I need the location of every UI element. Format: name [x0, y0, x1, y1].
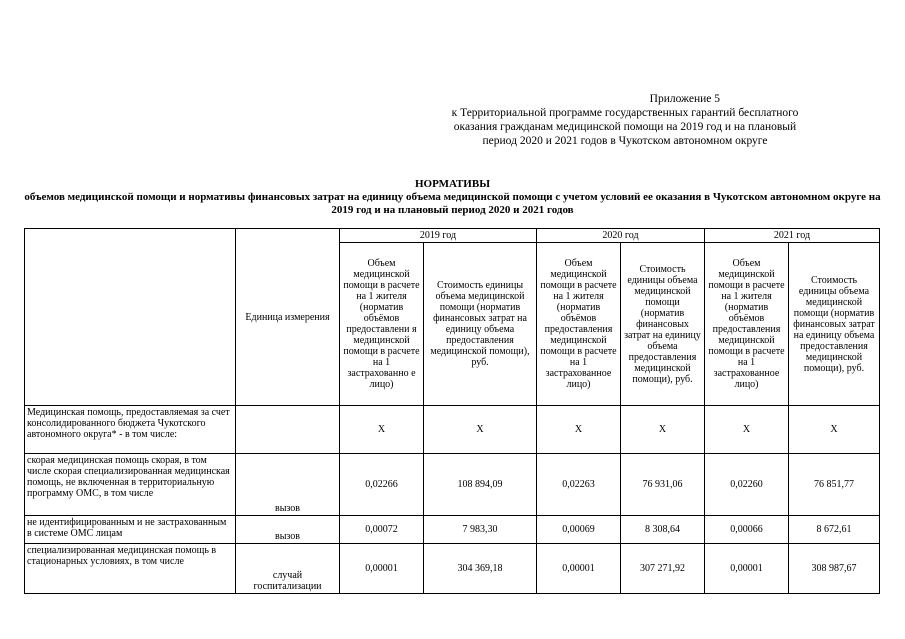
cell-cost-2021: 308 987,67 [789, 544, 880, 594]
cell-volume-2020: 0,00069 [537, 516, 621, 544]
table-row [25, 516, 880, 544]
header-cost-2021: Стоимость единицы объема медицинской помощи (норматив финансовых затрат на единицу объема предоставления медицинской помощи), руб. [789, 243, 880, 406]
appendix-line-2: к Территориальной программе государственных гарантий бесплатного [451, 107, 799, 119]
cell-cost-2021: 76 851,77 [789, 454, 880, 516]
header-volume-2020: Объем медицинской помощи в расчете на 1 жителя (норматив объёмов предоставления медицинской помощи в расчете на 1 застрахованное лицо) [537, 243, 621, 406]
cell-cost-2020: 8 308,64 [621, 516, 705, 544]
title-sub: объемов медицинской помощи и нормативы финансовых затрат на единицу объема медицинской помощи с учетом условий ее оказания в Чукотском автономном округе на 2019 год и на плановый период 2020 и 2021 годов [24, 191, 881, 216]
header-cost-2019: Стоимость единицы объема медицинской помощи (норматив финансовых затрат на единицу объема предоставления медицинской помощи), руб. [424, 243, 537, 406]
table-row [25, 544, 880, 594]
cell-volume-2019: 0,00001 [340, 544, 424, 594]
appendix-number: Приложение 5 [649, 93, 720, 105]
row-label: специализированная медицинская помощь в стационарных условиях, в том числе [25, 544, 236, 594]
cell-volume-2019: Х [340, 406, 424, 454]
cell-volume-2020: 0,02263 [537, 454, 621, 516]
appendix-header [380, 92, 870, 148]
cell-cost-2020: Х [621, 406, 705, 454]
norms-table [24, 228, 880, 594]
cell-cost-2021: 8 672,61 [789, 516, 880, 544]
row-label: Медицинская помощь, предоставляемая за счет консолидированного бюджета Чукотского автономного округа* - в том числе: [25, 406, 236, 454]
cell-cost-2019: 7 983,30 [424, 516, 537, 544]
cell-volume-2020: Х [537, 406, 621, 454]
row-unit: вызов [236, 454, 340, 516]
row-label: скорая медицинская помощь скорая, в том числе скорая специализированная медицинская помощь, не включенная в территориальную программу ОМС, в том числе [25, 454, 236, 516]
cell-cost-2020: 307 271,92 [621, 544, 705, 594]
header-volume-2021: Объем медицинской помощи в расчете на 1 жителя (норматив объёмов предоставления медицинской помощи в расчете на 1 застрахованное лицо) [705, 243, 789, 406]
header-cost-2020: Стоимость единицы объема медицинской помощи (норматив финансовых затрат на единицу объема предоставления медицинской помощи), руб. [621, 243, 705, 406]
header-year-2021: 2021 год [705, 229, 880, 243]
header-row-years [25, 229, 880, 243]
cell-volume-2019: 0,02266 [340, 454, 424, 516]
header-year-2019: 2019 год [340, 229, 537, 243]
cell-cost-2019: 304 369,18 [424, 544, 537, 594]
cell-volume-2021: 0,00066 [705, 516, 789, 544]
cell-cost-2019: 108 894,09 [424, 454, 537, 516]
row-unit [236, 406, 340, 454]
cell-cost-2019: Х [424, 406, 537, 454]
cell-volume-2019: 0,00072 [340, 516, 424, 544]
header-unit: Единица измерения [236, 229, 340, 406]
cell-cost-2020: 76 931,06 [621, 454, 705, 516]
cell-volume-2021: 0,00001 [705, 544, 789, 594]
cell-volume-2021: 0,02260 [705, 454, 789, 516]
table-row [25, 406, 880, 454]
row-label: не идентифицированным и не застрахованным в системе ОМС лицам [25, 516, 236, 544]
appendix-line-4: период 2020 и 2021 годов в Чукотском автономном округе [482, 135, 768, 147]
cell-volume-2020: 0,00001 [537, 544, 621, 594]
header-volume-2019: Объем медицинской помощи в расчете на 1 жителя (норматив объёмов предоставлени я медицинской помощи в расчете на 1 застрахованно е лицо) [340, 243, 424, 406]
document-title [20, 178, 885, 217]
header-year-2020: 2020 год [537, 229, 705, 243]
row-unit: случай госпитализации [236, 544, 340, 594]
title-main: НОРМАТИВЫ [414, 178, 490, 190]
cell-cost-2021: Х [789, 406, 880, 454]
appendix-line-3: оказания гражданам медицинской помощи на 2019 год и на плановый [453, 121, 797, 133]
row-unit: вызов [236, 516, 340, 544]
table-row [25, 454, 880, 516]
header-label-cell [25, 229, 236, 406]
cell-volume-2021: Х [705, 406, 789, 454]
